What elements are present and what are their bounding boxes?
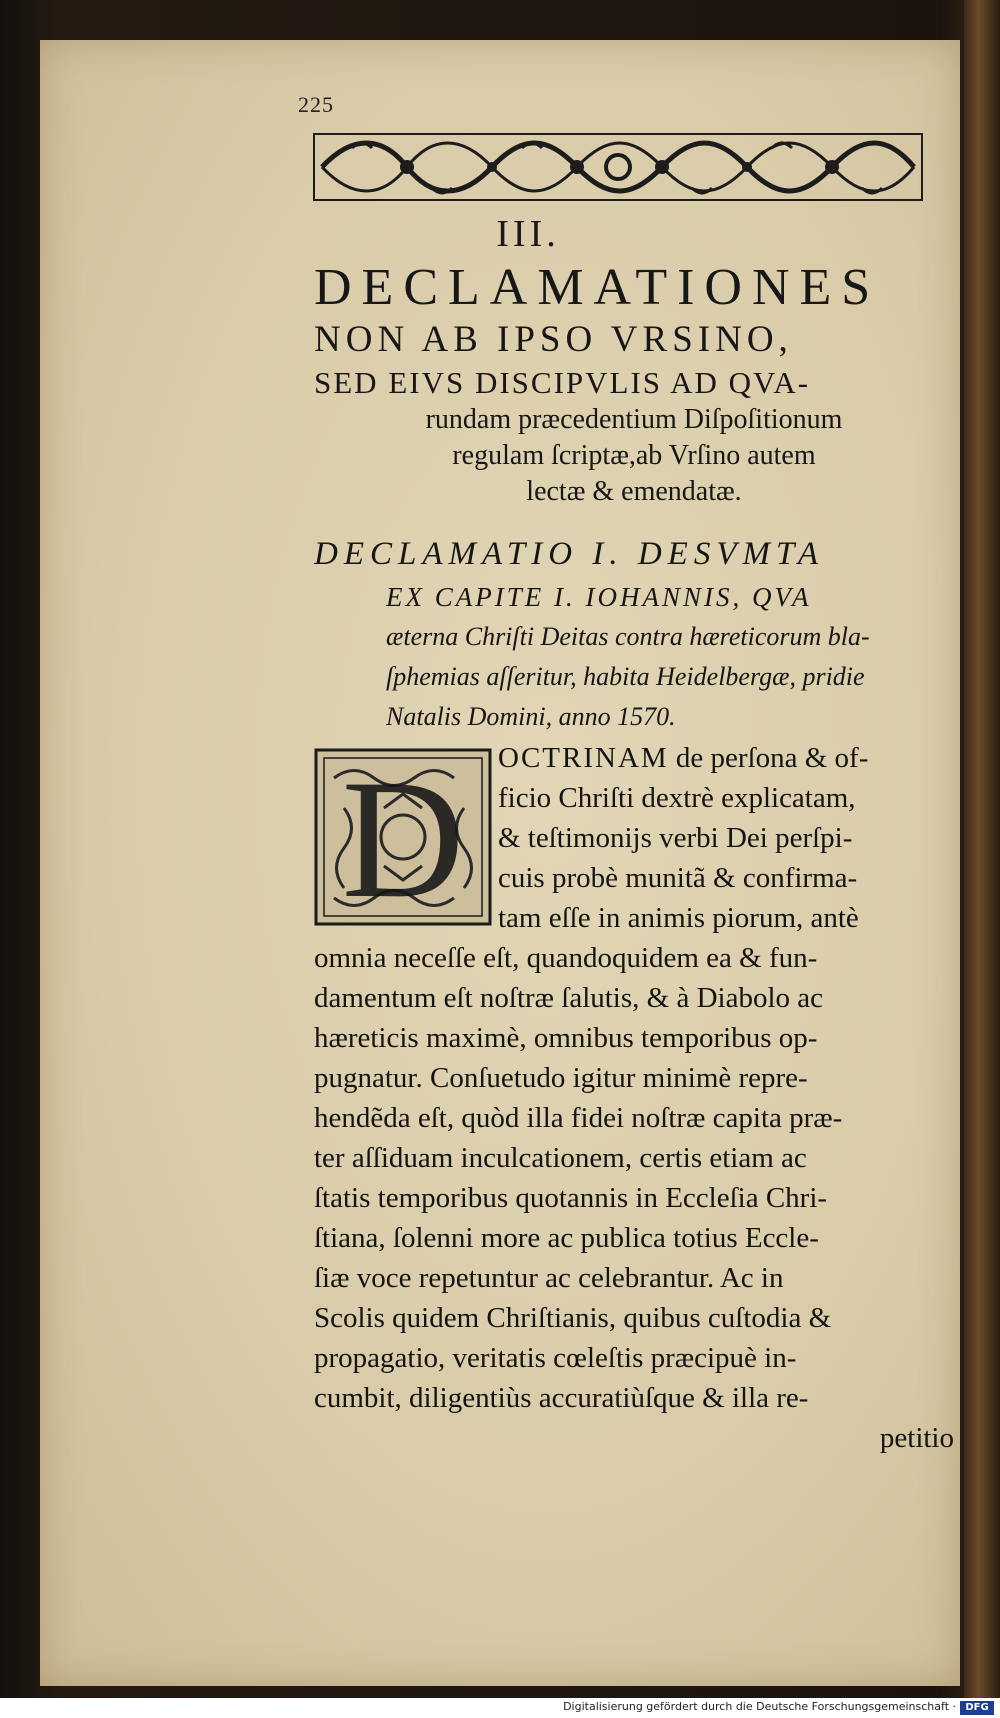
body-text-line: Scolis quidem Chriſtianis, quibus cuſtodia & [314, 1302, 832, 1334]
title-line: regulam ſcriptæ,ab Vrſino autem [452, 440, 816, 471]
body-text-line: tam eſſe in animis piorum, antè [498, 902, 859, 934]
footer-credit: Digitalisierung gefördert durch die Deutsche Forschungsgemeinschaft · [563, 1700, 956, 1713]
title-line: DECLAMATIONES [314, 259, 881, 316]
page-number: 225 [298, 92, 334, 117]
section-number: III. [496, 213, 560, 255]
subtitle-line: Natalis Domini, anno 1570. [386, 702, 676, 731]
digitization-footer [0, 1698, 1000, 1718]
body-text-line: ter aſſiduam inculcationem, certis etiam ac [314, 1142, 807, 1174]
subtitle-line: EX CAPITE I. IOHANNIS, QVA [386, 582, 812, 612]
body-text-line: hendẽda eſt, quòd illa fidei noſtræ capita præ- [314, 1102, 843, 1134]
body-text-line: ficio Chriſti dextrè explicatam, [498, 782, 856, 814]
body-text-line: cumbit, diligentiùs accuratiùſque & illa re- [314, 1382, 809, 1414]
title-line: rundam præcedentium Diſpoſitionum [425, 404, 843, 435]
body-text-line: & teſtimonijs verbi Dei perſpi- [498, 822, 853, 854]
body-text-line: damentum eſt noſtræ ſalutis, & à Diabolo ac [314, 982, 824, 1014]
body-text-line: cuis probè munitã & confirma- [498, 862, 858, 894]
body-text-line: ſtiana, ſolenni more ac publica totius Eccle- [314, 1222, 819, 1254]
body-text-line: propagatio, veritatis cœleſtis præcipuè in- [314, 1342, 797, 1374]
ornamental-headpiece [312, 130, 924, 204]
body-text-line [498, 742, 954, 775]
body-text-line: ſtatis temporibus quotannis in Eccleſia Chri- [314, 1182, 828, 1214]
first-word: OCTRINAM [498, 742, 669, 774]
title-line: SED EIVS DISCIPVLIS AD QVA- [314, 365, 811, 400]
subtitle-line: ſphemias aſſeritur, habita Heidelbergæ, pridie [386, 662, 865, 691]
decorated-initial [314, 748, 492, 926]
body-text-line: omnia neceſſe eſt, quandoquidem ea & fun- [314, 942, 818, 974]
subtitle-line: æterna Chriſti Deitas contra hæreticorum bla- [386, 622, 870, 651]
catchword: petitio [879, 1422, 954, 1454]
body-text-line: pugnatur. Conſuetudo igitur minimè repre- [314, 1062, 808, 1094]
title-line: lectæ & emendatæ. [526, 476, 742, 507]
subtitle-line: DECLAMATIO I. DESVMTA [314, 536, 825, 572]
title-line: NON AB IPSO VRSINO, [314, 319, 793, 360]
drop-cap-letter: D [341, 748, 465, 926]
dfg-logo-icon: DFG [960, 1701, 994, 1715]
body-text-line: hæreticis maximè, omnibus temporibus op- [314, 1022, 818, 1054]
body-text-line: ſiæ voce repetuntur ac celebrantur. Ac in [314, 1262, 784, 1294]
body-text: de perſona & of- [668, 742, 869, 774]
